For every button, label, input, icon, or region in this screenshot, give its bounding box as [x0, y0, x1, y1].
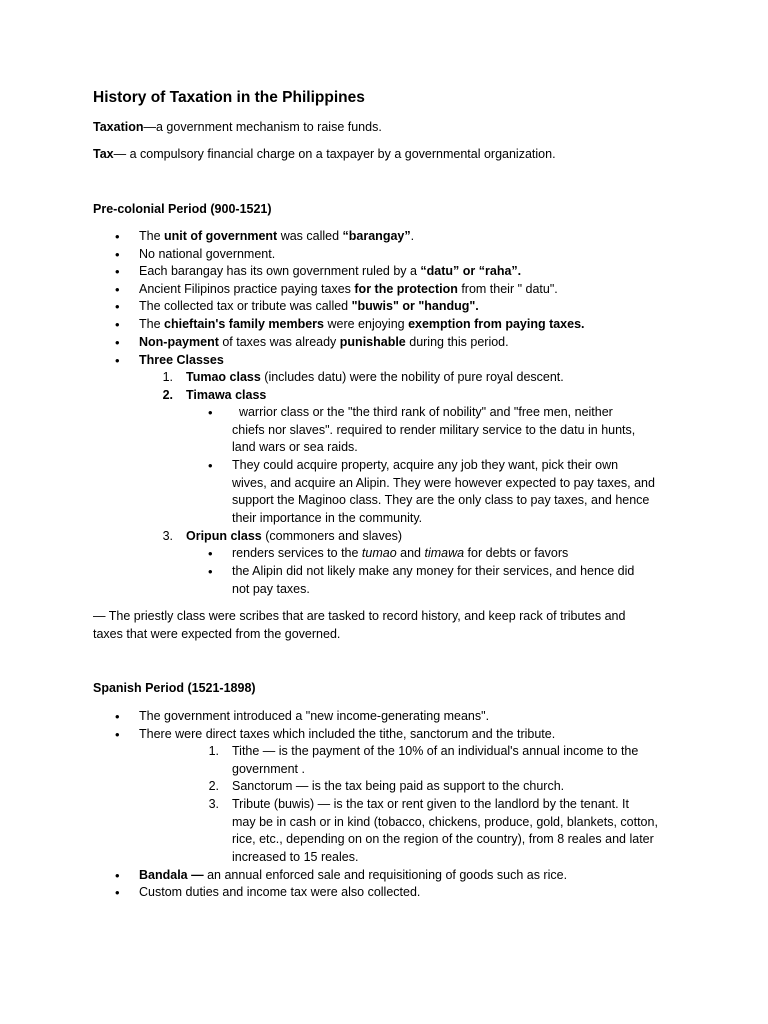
bullet-icon: •	[115, 885, 120, 900]
list-item: Custom duties and income tax were also collected.	[139, 885, 421, 899]
list-number: 2.	[208, 779, 219, 793]
text: renders services to the	[232, 546, 362, 560]
list-item-line: increased to 15 reales.	[232, 850, 359, 864]
text: exemption from paying taxes.	[408, 317, 585, 331]
list-item	[186, 369, 564, 387]
list-number: 3.	[162, 529, 173, 543]
text: tumao	[361, 546, 397, 560]
list-number: 2.	[162, 388, 173, 402]
list-item	[139, 867, 567, 885]
bullet-icon: •	[115, 353, 120, 368]
spanish-heading: Spanish Period (1521-1898)	[93, 681, 256, 695]
list-item-line: their importance in the community.	[232, 511, 423, 525]
list-number: 3.	[208, 797, 219, 811]
tax-term: Tax	[93, 147, 114, 161]
list-item	[186, 528, 402, 546]
page-title: History of Taxation in the Philippines	[93, 89, 365, 106]
text: Ancient Filipinos practice paying taxes	[139, 282, 355, 296]
text: timawa	[424, 546, 465, 560]
bullet-icon: •	[115, 709, 120, 724]
text: for debts or favors	[464, 546, 569, 560]
list-item: No national government.	[139, 247, 276, 261]
list-item-line: Sanctorum — is the tax being paid as support to the church.	[232, 779, 565, 793]
paragraph-line: taxes that were expected from the governed.	[93, 627, 341, 641]
bullet-icon: •	[208, 546, 213, 561]
text: was called	[277, 229, 343, 243]
list-item-line: may be in cash or in kind (tobacco, chickens, produce, gold, blankets, cotton,	[232, 815, 658, 829]
text: "buwis" or "handug".	[351, 299, 479, 313]
list-item: Timawa class	[186, 388, 267, 402]
list-item	[139, 316, 585, 334]
text: Oripun class	[186, 529, 262, 543]
list-item-line: the Alipin did not likely make any money for their services, and hence did	[232, 564, 635, 578]
tax-def-text: — a compulsory financial charge on a taxpayer by a governmental organization.	[113, 147, 556, 161]
text: Bandala —	[139, 868, 204, 882]
tax-definition	[93, 146, 556, 164]
text: “barangay”	[342, 229, 411, 243]
list-item	[139, 228, 414, 246]
taxation-def-text: —a government mechanism to raise funds.	[143, 120, 382, 134]
taxation-definition	[93, 119, 382, 137]
text: (commoners and slaves)	[261, 529, 403, 543]
list-item-line: rice, etc., depending on on the region of the country), from 8 reales and later	[232, 832, 654, 846]
precolonial-heading: Pre-colonial Period (900-1521)	[93, 202, 272, 216]
bullet-icon: •	[115, 868, 120, 883]
list-item-line: warrior class or the "the third rank of nobility" and "free men, neither	[232, 405, 613, 419]
list-item-line: Tribute (buwis) — is the tax or rent given to the landlord by the tenant. It	[232, 797, 629, 811]
text: The	[139, 317, 165, 331]
list-number: 1.	[208, 744, 219, 758]
text: during this period.	[405, 335, 509, 349]
bullet-icon: •	[208, 564, 213, 579]
text: Non-payment	[139, 335, 219, 349]
text: for the protection	[354, 282, 458, 296]
text: Tumao class	[186, 370, 261, 384]
text: were enjoying	[324, 317, 409, 331]
text: an annual enforced sale and requisitioning of goods such as rice.	[203, 868, 568, 882]
list-number: 1.	[162, 370, 173, 384]
list-item-line: wives, and acquire an Alipin. They were however expected to pay taxes, and	[232, 476, 655, 490]
list-item: There were direct taxes which included the tithe, sanctorum and the tribute.	[139, 727, 556, 741]
text: “datu” or “raha”.	[420, 264, 522, 278]
list-item-line: chiefs nor slaves". required to render military service to the datu in hunts,	[232, 423, 636, 437]
text: The	[139, 229, 165, 243]
list-item-line: land wars or sea raids.	[232, 440, 358, 454]
list-item-line: They could acquire property, acquire any job they want, pick their own	[232, 458, 619, 472]
text: from their " datu".	[457, 282, 558, 296]
paragraph-line: — The priestly class were scribes that are tasked to record history, and keep rack of tributes and	[93, 609, 626, 623]
list-item	[139, 263, 521, 281]
list-item-line: support the Maginoo class. They are the only class to pay taxes, and hence	[232, 493, 650, 507]
list-item	[139, 298, 479, 316]
list-item: The government introduced a "new income-generating means".	[139, 709, 490, 723]
taxation-term: Taxation	[93, 120, 144, 134]
bullet-icon: •	[208, 458, 213, 473]
list-item	[139, 334, 509, 352]
bullet-icon: •	[115, 727, 120, 742]
bullet-icon: •	[208, 405, 213, 420]
text: and	[396, 546, 425, 560]
text: chieftain's family members	[164, 317, 324, 331]
list-item	[232, 545, 568, 563]
bullet-icon: •	[115, 335, 120, 350]
bullet-icon: •	[115, 299, 120, 314]
list-item-line: government .	[232, 762, 305, 776]
text: unit of government	[164, 229, 278, 243]
bullet-icon: •	[115, 247, 120, 262]
bullet-icon: •	[115, 282, 120, 297]
text: (includes datu) were the nobility of pure royal descent.	[260, 370, 564, 384]
list-item-line: not pay taxes.	[232, 582, 310, 596]
text: Each barangay has its own government ruled by a	[139, 264, 421, 278]
bullet-icon: •	[115, 264, 120, 279]
bullet-icon: •	[115, 229, 120, 244]
list-item-line: Tithe — is the payment of the 10% of an individual's annual income to the	[232, 744, 639, 758]
text: The collected tax or tribute was called	[139, 299, 352, 313]
text: punishable	[339, 335, 406, 349]
bullet-icon: •	[115, 317, 120, 332]
list-item: Three Classes	[139, 353, 224, 367]
text: .	[410, 229, 415, 243]
text: of taxes was already	[218, 335, 340, 349]
list-item	[139, 281, 558, 299]
